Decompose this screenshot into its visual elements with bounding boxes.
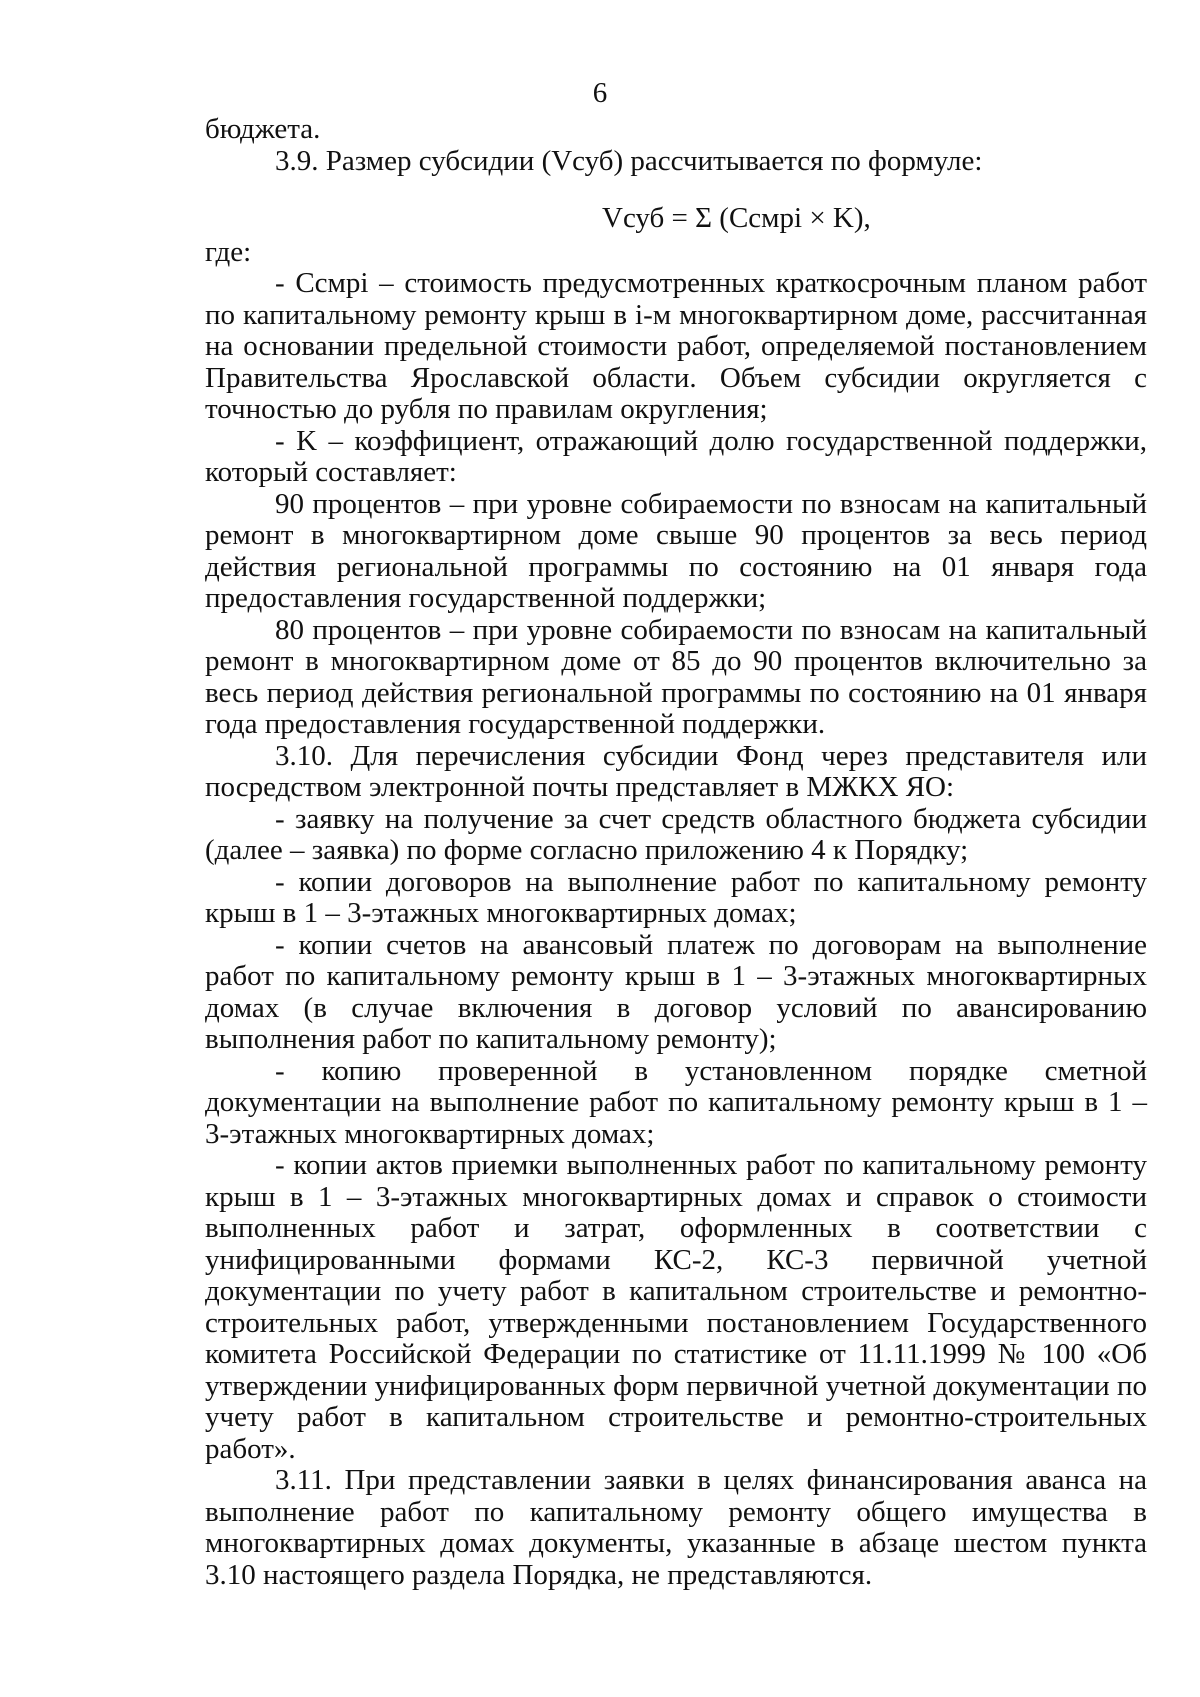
paragraph-3-9: 3.9. Размер субсидии (Vсуб) рассчитывается по формуле: bbox=[275, 144, 983, 177]
paragraph-3-11: 3.11. При представлении заявки в целях финансирования аванса на выполнение работ по капитальному ремонту общего имущества в многоквартирных домах документы, указанные в абзаце шестом пункта 3.10 настоящего раздела Порядка, не представляются. bbox=[205, 1464, 1147, 1591]
paragraph-where: где: bbox=[205, 235, 252, 268]
document-body bbox=[205, 114, 1147, 1591]
paragraph-k-definition: - K – коэффициент, отражающий долю государственной поддержки, который составляет: bbox=[205, 424, 1147, 488]
subsidy-formula: Vсуб = Σ (Cсмрi × K), bbox=[602, 202, 871, 234]
list-item-estimates: - копию проверенной в установленном порядке сметной документации на выполнение работ по капитальному ремонту крыш в 1 – 3-этажных многоквартирных домах; bbox=[205, 1054, 1147, 1150]
list-item-acceptance-acts: - копии актов приемки выполненных работ по капитальному ремонту крыш в 1 – 3-этажных многоквартирных домах и справок о стоимости выполненных работ и затрат, оформленных в соответствии с унифицированными формами КС-2, КС-3 первичной учетной документации по учету работ в капитальном строительстве и ремонтно-строительных работ, утвержденными постановлением Государственного комитета Российской Федерации по статистике от 11.11.1999 № 100 «Об утверждении унифицированных форм первичной учетной документации по учету работ в капитальном строительстве и ремонтно-строительных работ». bbox=[205, 1149, 1147, 1465]
list-item-invoices: - копии счетов на авансовый платеж по договорам на выполнение работ по капитальному ремонту крыш в 1 – 3-этажных многоквартирных домах (в случае включения в договор условий по авансированию выполнения работ по капитальному ремонту); bbox=[205, 928, 1147, 1055]
page-number: 6 bbox=[592, 77, 608, 109]
paragraph-90-percent: 90 процентов – при уровне собираемости по взносам на капитальный ремонт в многоквартирном доме свыше 90 процентов за весь период действия региональной программы по состоянию на 01 января года предоставления государственной поддержки; bbox=[205, 487, 1147, 614]
paragraph-budget-continuation: бюджета. bbox=[205, 113, 321, 145]
list-item-contracts: - копии договоров на выполнение работ по капитальному ремонту крыш в 1 – 3-этажных многоквартирных домах; bbox=[205, 865, 1147, 929]
paragraph-80-percent: 80 процентов – при уровне собираемости по взносам на капитальный ремонт в многоквартирном доме от 85 до 90 процентов включительно за весь период действия региональной программы по состоянию на 01 января года предоставления государственной поддержки. bbox=[205, 613, 1147, 740]
paragraph-3-10: 3.10. Для перечисления субсидии Фонд через представителя или посредством электронной почты представляет в МЖКХ ЯО: bbox=[205, 739, 1147, 803]
paragraph-csmri-definition: - Cсмрi – стоимость предусмотренных краткосрочным планом работ по капитальному ремонту крыш в i-м многоквартирном доме, рассчитанная на основании предельной стоимости работ, определяемой постановлением Правительства Ярославской области. Объем субсидии округляется с точностью до рубля по правилам округления; bbox=[205, 267, 1147, 425]
list-item-application: - заявку на получение за счет средств областного бюджета субсидии (далее – заявка) по форме согласно приложению 4 к Порядку; bbox=[205, 802, 1147, 866]
